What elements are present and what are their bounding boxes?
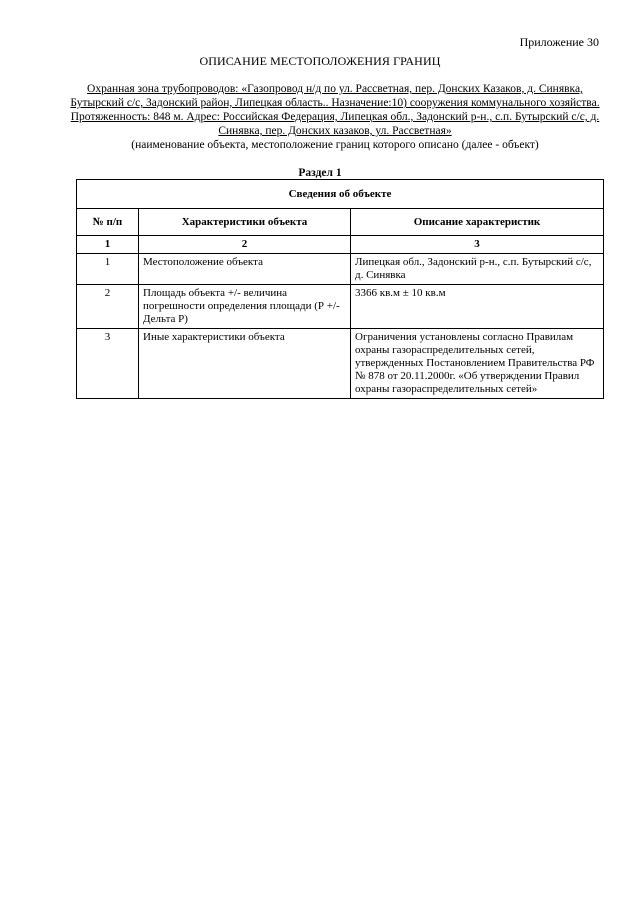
object-name <box>70 82 600 138</box>
object-caption: (наименование объекта, местоположение границ которого описано (далее - объект) <box>131 139 539 151</box>
row-num: 2 <box>77 285 139 329</box>
table-row <box>77 329 604 399</box>
row-num: 1 <box>77 254 139 285</box>
column-header-description: Описание характеристик <box>351 209 604 236</box>
column-number-3: 3 <box>351 236 604 254</box>
object-name-text: Охранная зона трубопроводов: «Газопровод н/д по ул. Рассветная, пер. Донских Казаков, д. Синявка, Бутырский с/с, Задонский район, Липецкая область.. Назначение:10) сооружения коммунального хозяйства. Протяженность: 848 м. Адрес: Российская Федерация, Липецкая обл., Задонский р-н., с.п. Бутырский с/с, д. Синявка, пер. Донских казаков, ул. Рассветная» <box>70 83 600 137</box>
document-title: ОПИСАНИЕ МЕСТОПОЛОЖЕНИЯ ГРАНИЦ <box>199 54 441 68</box>
table-row <box>77 254 604 285</box>
row-description: 3366 кв.м ± 10 кв.м <box>351 285 604 329</box>
column-number-2: 2 <box>139 236 351 254</box>
row-description: Липецкая обл., Задонский р-н., с.п. Бутырский с/с, д. Синявка <box>351 254 604 285</box>
appendix-label: Приложение 30 <box>519 35 599 49</box>
table-header-row <box>77 209 604 236</box>
row-characteristic: Местоположение объекта <box>139 254 351 285</box>
table-caption: Сведения об объекте <box>77 180 604 209</box>
row-characteristic: Иные характеристики объекта <box>139 329 351 399</box>
column-number-row <box>77 236 604 254</box>
row-num: 3 <box>77 329 139 399</box>
column-number-1: 1 <box>77 236 139 254</box>
table-row <box>77 285 604 329</box>
column-header-num: № п/п <box>77 209 139 236</box>
row-characteristic: Площадь объекта +/- величина погрешности определения площади (Р +/- Дельта Р) <box>139 285 351 329</box>
table-caption-row <box>77 180 604 209</box>
section-title: Раздел 1 <box>298 167 342 179</box>
object-info-table <box>76 179 604 399</box>
column-header-characteristic: Характеристики объекта <box>139 209 351 236</box>
row-description: Ограничения установлены согласно Правилам охраны газораспределительных сетей, утвержденных Постановлением Правительства РФ № 878 от 20.11.2000г. «Об утверждении Правил охраны газораспределительных сетей» <box>351 329 604 399</box>
